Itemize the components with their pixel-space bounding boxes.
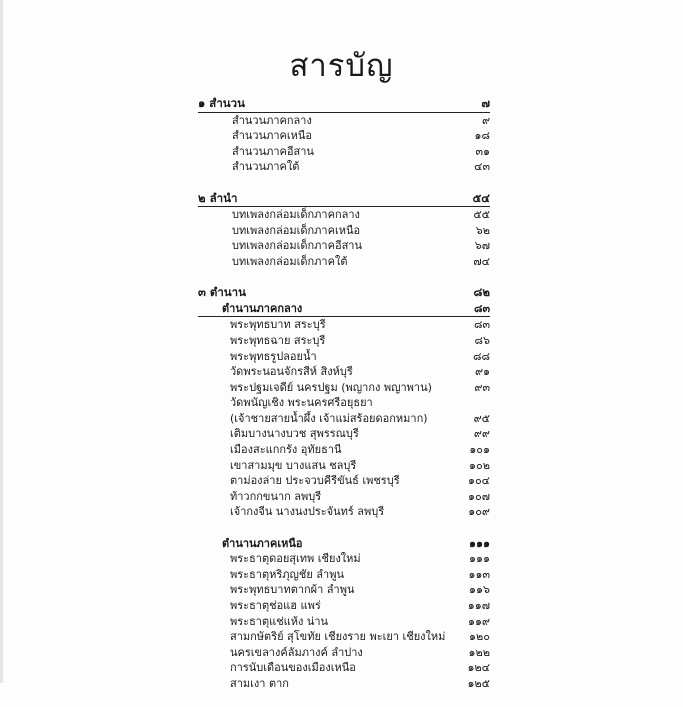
toc-entry: สำนวนภาคกลาง ๙ bbox=[232, 113, 490, 127]
toc-entry: บทเพลงกล่อมเด็กภาคเหนือ ๖๒ bbox=[232, 223, 490, 237]
toc-subheading: ตำนานภาคเหนือ ๑๑๑ bbox=[222, 536, 490, 550]
toc-entry: ท้าวกกขนาก ลพบุรี ๑๐๗ bbox=[230, 489, 490, 503]
toc-heading: ๑ สำนวน ๗ bbox=[198, 96, 490, 113]
toc-entry: พระธาตุดอยสุเทพ เชียงใหม่ ๑๑๑ bbox=[230, 552, 490, 566]
toc-entry: บทเพลงกล่อมเด็กภาคใต้ ๗๔ bbox=[232, 254, 490, 268]
toc-entry: พระธาตุหริภุญชัย ลำพูน ๑๑๓ bbox=[230, 567, 490, 581]
page-edge bbox=[0, 0, 3, 683]
toc-section-2 bbox=[198, 191, 490, 270]
toc-subheading: ตำนานภาคกลาง ๘๓ bbox=[198, 301, 490, 318]
toc-entry: นครเขลางค์ลัมภางค์ ลำปาง ๑๒๒ bbox=[230, 645, 490, 659]
toc-entry: วัดพระนอนจักรสีห์ สิงห์บุรี ๙๑ bbox=[230, 365, 490, 379]
toc-entry: พระธาตุแช่แห้ง น่าน ๑๑๙ bbox=[230, 614, 490, 628]
toc-section-1 bbox=[198, 96, 490, 175]
toc-entry: สามกษัตริย์ สุโขทัย เชียงราย พะเยา เชียงใหม่ ๑๒๐ bbox=[230, 630, 490, 644]
toc-entry: พระปฐมเจดีย์ นครปฐม (พญากง พญาพาน) ๙๓ bbox=[230, 380, 490, 394]
toc-entry: เมืองสะแกกรัง อุทัยธานี ๑๐๑ bbox=[230, 443, 490, 457]
toc-entry: การนับเดือนของเมืองเหนือ ๑๒๔ bbox=[230, 661, 490, 675]
toc-entry: สำนวนภาคเหนือ ๑๘ bbox=[232, 129, 490, 143]
toc-entry: เติมบางนางบวช สุพรรณบุรี ๙๙ bbox=[230, 427, 490, 441]
table-of-contents bbox=[198, 96, 490, 707]
toc-entry: พระพุทธบาท สระบุรี ๘๓ bbox=[230, 318, 490, 332]
spacer bbox=[198, 520, 490, 536]
page-title: สารบัญ bbox=[289, 48, 394, 84]
toc-section-3 bbox=[198, 285, 490, 691]
toc-entry: สำนวนภาคอีสาน ๓๑ bbox=[232, 144, 490, 158]
toc-entry: บทเพลงกล่อมเด็กภาคอีสาน ๖๗ bbox=[232, 239, 490, 253]
toc-heading: ๓ ตำนาน ๘๒ bbox=[198, 285, 490, 300]
toc-entry: บทเพลงกล่อมเด็กภาคกลาง ๕๕ bbox=[232, 208, 490, 222]
toc-entry: สามเงา ตาก ๑๒๕ bbox=[230, 676, 490, 690]
toc-entry: เขาสามมุข บางแสน ชลบุรี ๑๐๒ bbox=[230, 458, 490, 472]
toc-entry: พระพุทธบาทตากผ้า ลำพูน ๑๑๖ bbox=[230, 583, 490, 597]
toc-entry: พระพุทธรูปลอยน้ำ ๘๘ bbox=[230, 349, 490, 363]
toc-heading: ๒ ลำนำ ๕๔ bbox=[198, 191, 490, 208]
toc-entry: สำนวนภาคใต้ ๔๓ bbox=[232, 160, 490, 174]
toc-entry: ตาม่องล่าย ประจวบคีรีขันธ์ เพชรบุรี ๑๐๔ bbox=[230, 474, 490, 488]
toc-entry: วัดพนัญเชิง พระนครศรีอยุธยา bbox=[230, 396, 373, 410]
toc-entry: พระพุทธฉาย สระบุรี ๘๖ bbox=[230, 333, 490, 347]
toc-entry: พระธาตุช่อแฮ แพร่ ๑๑๗ bbox=[230, 599, 490, 612]
toc-entry: เจ้ากงจีน นางนงประจันทร์ ลพบุรี ๑๐๙ bbox=[230, 505, 490, 519]
toc-entry: (เจ้าชายสายน้ำผึ้ง เจ้าแม่สร้อยดอกหมาก) ๙๕ bbox=[230, 411, 490, 425]
